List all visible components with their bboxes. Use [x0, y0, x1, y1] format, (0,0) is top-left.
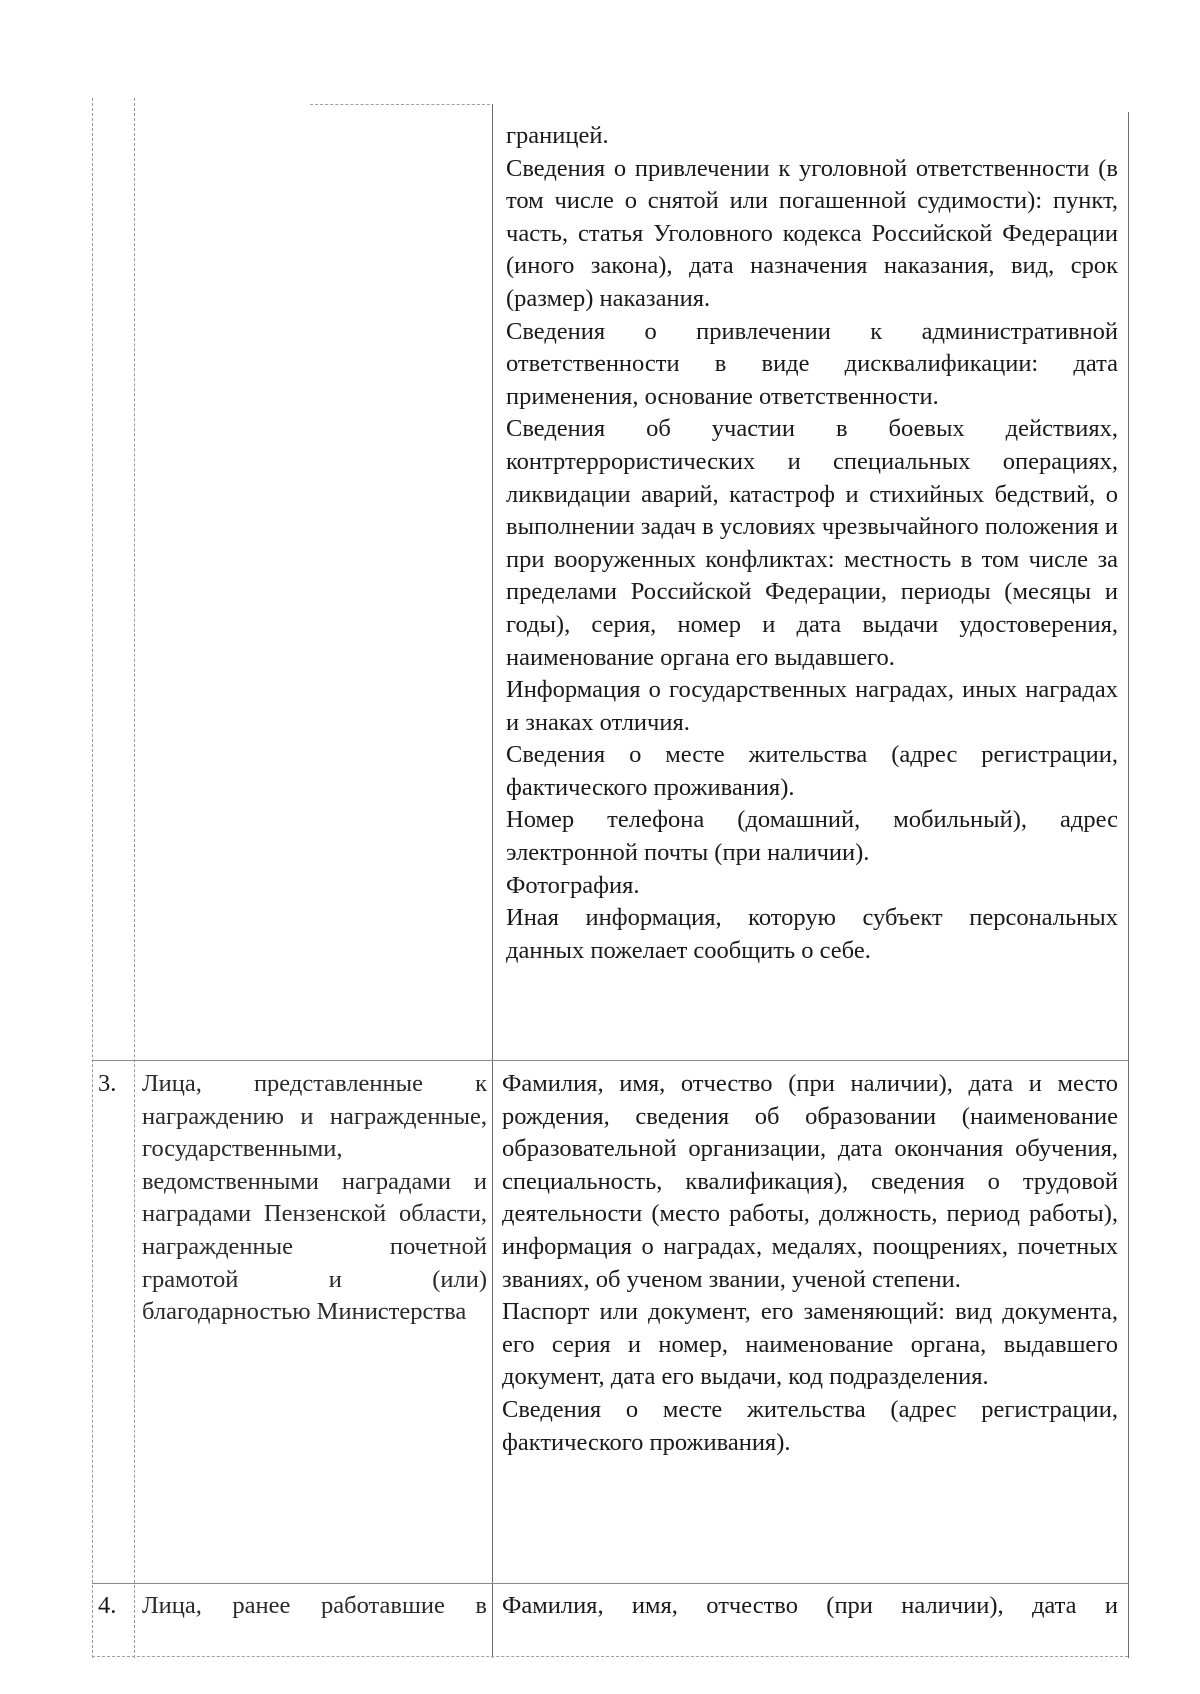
row-category-cell: [142, 1068, 487, 1329]
paragraph: границей.: [506, 122, 609, 149]
row-data-cell: [502, 1068, 1118, 1459]
table-bottom-edge: [92, 1656, 1128, 1657]
row-continued-data-cell: [506, 120, 1118, 967]
paragraph: Информация о государственных наградах, иных наградах и знаках отличия.: [506, 676, 1118, 736]
paragraph: Сведения о месте жительства (адрес регистрации, фактического проживания).: [506, 741, 1118, 801]
table-column-divider-2: [492, 104, 493, 1658]
row-number: 4.: [98, 1592, 117, 1619]
paragraph: Сведения о привлечении к административной ответственности в виде дисквалификации: дата применения, основание ответственности.: [506, 317, 1118, 410]
paragraph: Номер телефона (домашний, мобильный), адрес электронной почты (при наличии).: [506, 806, 1118, 867]
category-text: Лица, ранее работавшие в: [142, 1592, 487, 1619]
paragraph: Фамилия, имя, отчество (при наличии), дата и: [502, 1592, 1118, 1619]
paragraph: Сведения о привлечении к уголовной ответственности (в том числе о снятой или погашенной судимости): пункт, часть, статья Уголовного кодекса Российской Федерации (иного закона), дата назначения наказания, вид, срок (размер) наказания.: [506, 154, 1118, 312]
table-right-border: [1128, 112, 1129, 1658]
row-category-cell: [142, 1590, 487, 1623]
category-text: Лица, представленные к награждению и награжденные, государственными, ведомственными наградами и наградами Пензенской области, награжденные почетной грамотой и (или) благодарностью Министерства: [142, 1070, 487, 1326]
paragraph: Иная информация, которую субъект персональных данных пожелает сообщить о себе.: [506, 904, 1118, 964]
paragraph: Фамилия, имя, отчество (при наличии), дата и место рождения, сведения об образовании (наименование образовательной организации, дата окончания обучения, специальность, квалификация), сведения о трудовой деятельности (место работы, должность, период работы), информация о наградах, медалях, поощрениях, почетных званиях, об ученом звании, ученой степени.: [502, 1070, 1118, 1293]
paragraph: Сведения о месте жительства (адрес регистрации, фактического проживания).: [502, 1395, 1118, 1456]
table-column-divider-1: [134, 98, 135, 1658]
row-separator-4: [92, 1583, 1128, 1584]
paragraph: Фотография.: [506, 871, 640, 899]
table-left-border: [92, 98, 93, 1658]
row-separator-3: [92, 1060, 1128, 1061]
table-top-border: [310, 104, 490, 105]
paragraph: Паспорт или документ, его заменяющий: вид документа, его серия и номер, наименование органа, выдавшего документ, дата его выдачи, код подразделения.: [502, 1298, 1118, 1391]
row-data-cell: [502, 1590, 1118, 1623]
paragraph: Сведения об участии в боевых действиях, контртеррористических и специальных операциях, ликвидации аварий, катастроф и стихийных бедствий, о выполнении задач в условиях чрезвычайного положения и при вооруженных конфликтах: местность в том числе за пределами Российской Федерации, периоды (месяцы и годы), серия, номер и дата выдачи удостоверения, наименование органа его выдавшего.: [506, 415, 1118, 671]
row-number: 3.: [98, 1070, 117, 1097]
